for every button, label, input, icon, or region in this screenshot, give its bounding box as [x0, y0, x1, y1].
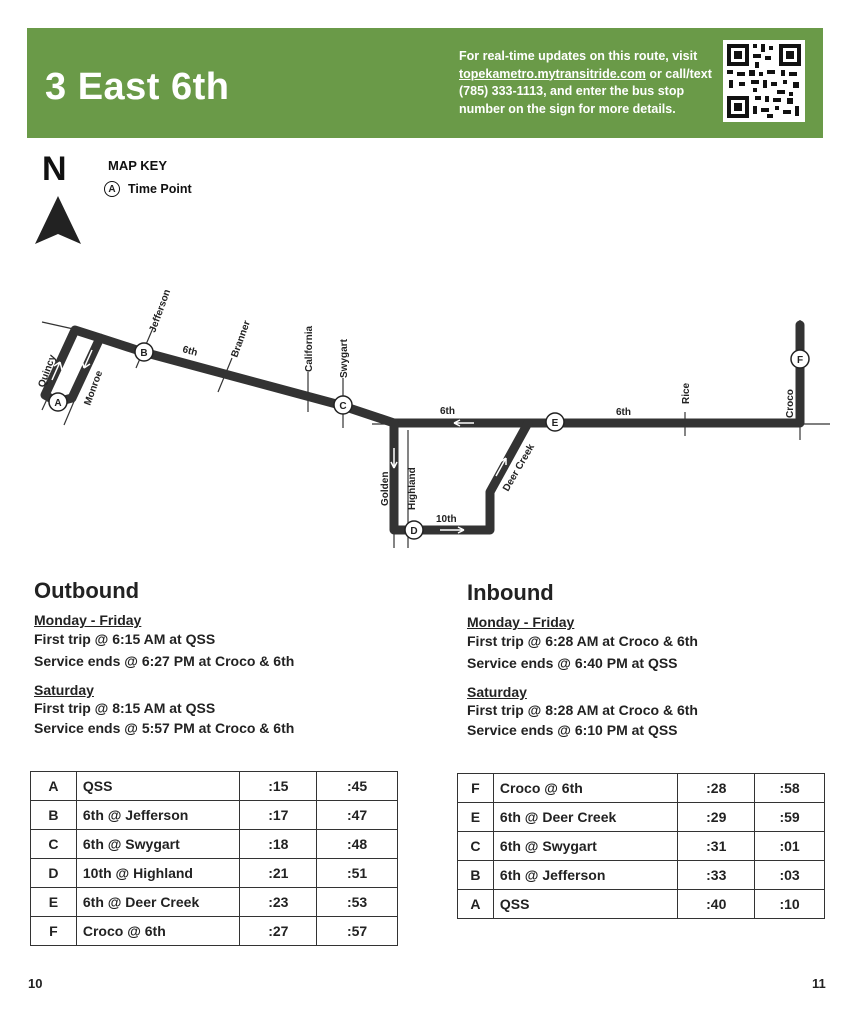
- info-pre: For real-time updates on this route, visit: [459, 49, 698, 63]
- time-point-e: E: [551, 418, 559, 429]
- table-row: [31, 830, 398, 859]
- outbound-title: Outbound: [34, 578, 140, 603]
- map-key-entry: [104, 179, 192, 199]
- stop-name-cell: 6th @ Swygart: [493, 832, 677, 861]
- street-label-california: California: [304, 325, 315, 372]
- time-cell: :17: [240, 801, 317, 830]
- time-point-b: B: [140, 348, 148, 359]
- time-point-a: A: [54, 398, 62, 409]
- table-row: [458, 832, 825, 861]
- time-point-cell: C: [31, 830, 77, 859]
- stop-name-cell: QSS: [493, 890, 677, 919]
- qr-code-icon: [723, 40, 805, 122]
- north-label: N: [42, 150, 67, 188]
- route-path: [45, 325, 800, 530]
- time-cell: :28: [678, 774, 755, 803]
- time-cell: :31: [678, 832, 755, 861]
- inbound-saturday-label: Saturday: [467, 684, 527, 700]
- map-key-title: MAP KEY: [108, 158, 167, 173]
- outbound-saturday-first: First trip @ 8:15 AM at QSS: [34, 700, 216, 716]
- time-point-cell: C: [458, 832, 494, 861]
- table-row: [31, 917, 398, 946]
- table-row: [31, 888, 398, 917]
- street-label-deer-creek: Deer Creek: [501, 442, 538, 494]
- time-cell: :10: [755, 890, 825, 919]
- table-row: [31, 772, 398, 801]
- time-point-cell: A: [458, 890, 494, 919]
- realtime-info-text: [459, 48, 721, 118]
- time-point-cell: E: [31, 888, 77, 917]
- time-cell: :23: [240, 888, 317, 917]
- inbound-section: [467, 580, 698, 740]
- page-number-right: 11: [812, 976, 826, 991]
- street-label-croco: Croco: [785, 389, 796, 418]
- street-label-6th-west: 6th: [181, 344, 199, 359]
- table-row: [458, 774, 825, 803]
- time-point-d: D: [410, 526, 418, 537]
- street-label-10th: 10th: [436, 514, 457, 525]
- time-cell: :18: [240, 830, 317, 859]
- time-cell: :21: [240, 859, 317, 888]
- time-cell: :15: [240, 772, 317, 801]
- time-cell: :40: [678, 890, 755, 919]
- time-point-cell: F: [458, 774, 494, 803]
- stop-name-cell: 6th @ Jefferson: [493, 861, 677, 890]
- time-cell: :03: [755, 861, 825, 890]
- time-cell: :59: [755, 803, 825, 832]
- time-cell: :51: [317, 859, 398, 888]
- time-point-cell: A: [31, 772, 77, 801]
- time-cell: :53: [317, 888, 398, 917]
- street-label-highland: Highland: [407, 467, 418, 510]
- inbound-weekday-label: Monday - Friday: [467, 614, 575, 630]
- time-point-sample-icon: A: [104, 181, 120, 197]
- time-point-c: C: [339, 401, 347, 412]
- time-points: [49, 343, 809, 539]
- time-cell: :57: [317, 917, 398, 946]
- stop-name-cell: Croco @ 6th: [76, 917, 240, 946]
- street-label-6th-mid: 6th: [440, 406, 455, 417]
- time-cell: :48: [317, 830, 398, 859]
- time-point-cell: E: [458, 803, 494, 832]
- table-row: [458, 803, 825, 832]
- stop-name-cell: 6th @ Jefferson: [76, 801, 240, 830]
- inbound-saturday-first: First trip @ 8:28 AM at Croco & 6th: [467, 702, 698, 718]
- time-point-f: F: [796, 355, 804, 366]
- direction-arrows: [52, 350, 506, 533]
- map-key-time-point-label: Time Point: [128, 182, 192, 196]
- table-row: [31, 801, 398, 830]
- inbound-saturday-end: Service ends @ 6:10 PM at QSS: [467, 722, 678, 738]
- route-map: [0, 270, 853, 570]
- time-point-cell: F: [31, 917, 77, 946]
- street-label-monroe: Monroe: [82, 369, 106, 408]
- time-point-cell: B: [31, 801, 77, 830]
- time-cell: :27: [240, 917, 317, 946]
- street-label-swygart: Swygart: [339, 339, 350, 378]
- table-row: [31, 859, 398, 888]
- street-label-6th-east: 6th: [616, 407, 631, 418]
- inbound-weekday-first: First trip @ 6:28 AM at Croco & 6th: [467, 633, 698, 649]
- route-title: 3 East 6th: [45, 66, 230, 108]
- table-row: [458, 861, 825, 890]
- street-label-branner: Branner: [229, 319, 253, 360]
- outbound-saturday-end: Service ends @ 5:57 PM at Croco & 6th: [34, 720, 295, 736]
- inbound-timetable: [457, 773, 825, 919]
- time-cell: :01: [755, 832, 825, 861]
- route-header-banner: [27, 28, 823, 138]
- outbound-section: [34, 578, 294, 738]
- stop-name-cell: 10th @ Highland: [76, 859, 240, 888]
- street-label-jefferson: Jefferson: [147, 287, 174, 335]
- stop-name-cell: 6th @ Swygart: [76, 830, 240, 859]
- stop-name-cell: 6th @ Deer Creek: [493, 803, 677, 832]
- outbound-weekday-label: Monday - Friday: [34, 612, 142, 628]
- outbound-timetable: [30, 771, 398, 946]
- street-label-quincy: Quincy: [36, 353, 59, 390]
- time-point-cell: B: [458, 861, 494, 890]
- stop-name-cell: Croco @ 6th: [493, 774, 677, 803]
- transit-website-link[interactable]: topekametro.mytransitride.com: [459, 66, 646, 81]
- outbound-weekday-end: Service ends @ 6:27 PM at Croco & 6th: [34, 653, 295, 669]
- time-cell: :47: [317, 801, 398, 830]
- stop-name-cell: QSS: [76, 772, 240, 801]
- page-number-left: 10: [28, 976, 43, 991]
- time-cell: :33: [678, 861, 755, 890]
- outbound-weekday-first: First trip @ 6:15 AM at QSS: [34, 631, 216, 647]
- north-arrow: [34, 150, 84, 250]
- time-cell: :58: [755, 774, 825, 803]
- time-cell: :29: [678, 803, 755, 832]
- street-label-golden: Golden: [380, 471, 391, 506]
- north-arrow-icon: [34, 196, 82, 246]
- inbound-weekday-end: Service ends @ 6:40 PM at QSS: [467, 655, 678, 671]
- table-row: [458, 890, 825, 919]
- inbound-title: Inbound: [467, 580, 554, 605]
- stop-name-cell: 6th @ Deer Creek: [76, 888, 240, 917]
- street-label-rice: Rice: [681, 382, 692, 404]
- outbound-saturday-label: Saturday: [34, 682, 94, 698]
- time-cell: :45: [317, 772, 398, 801]
- time-point-cell: D: [31, 859, 77, 888]
- info-post: or call/text (785) 333-1113, and enter the bus stop number on the sign for more details.: [459, 66, 712, 116]
